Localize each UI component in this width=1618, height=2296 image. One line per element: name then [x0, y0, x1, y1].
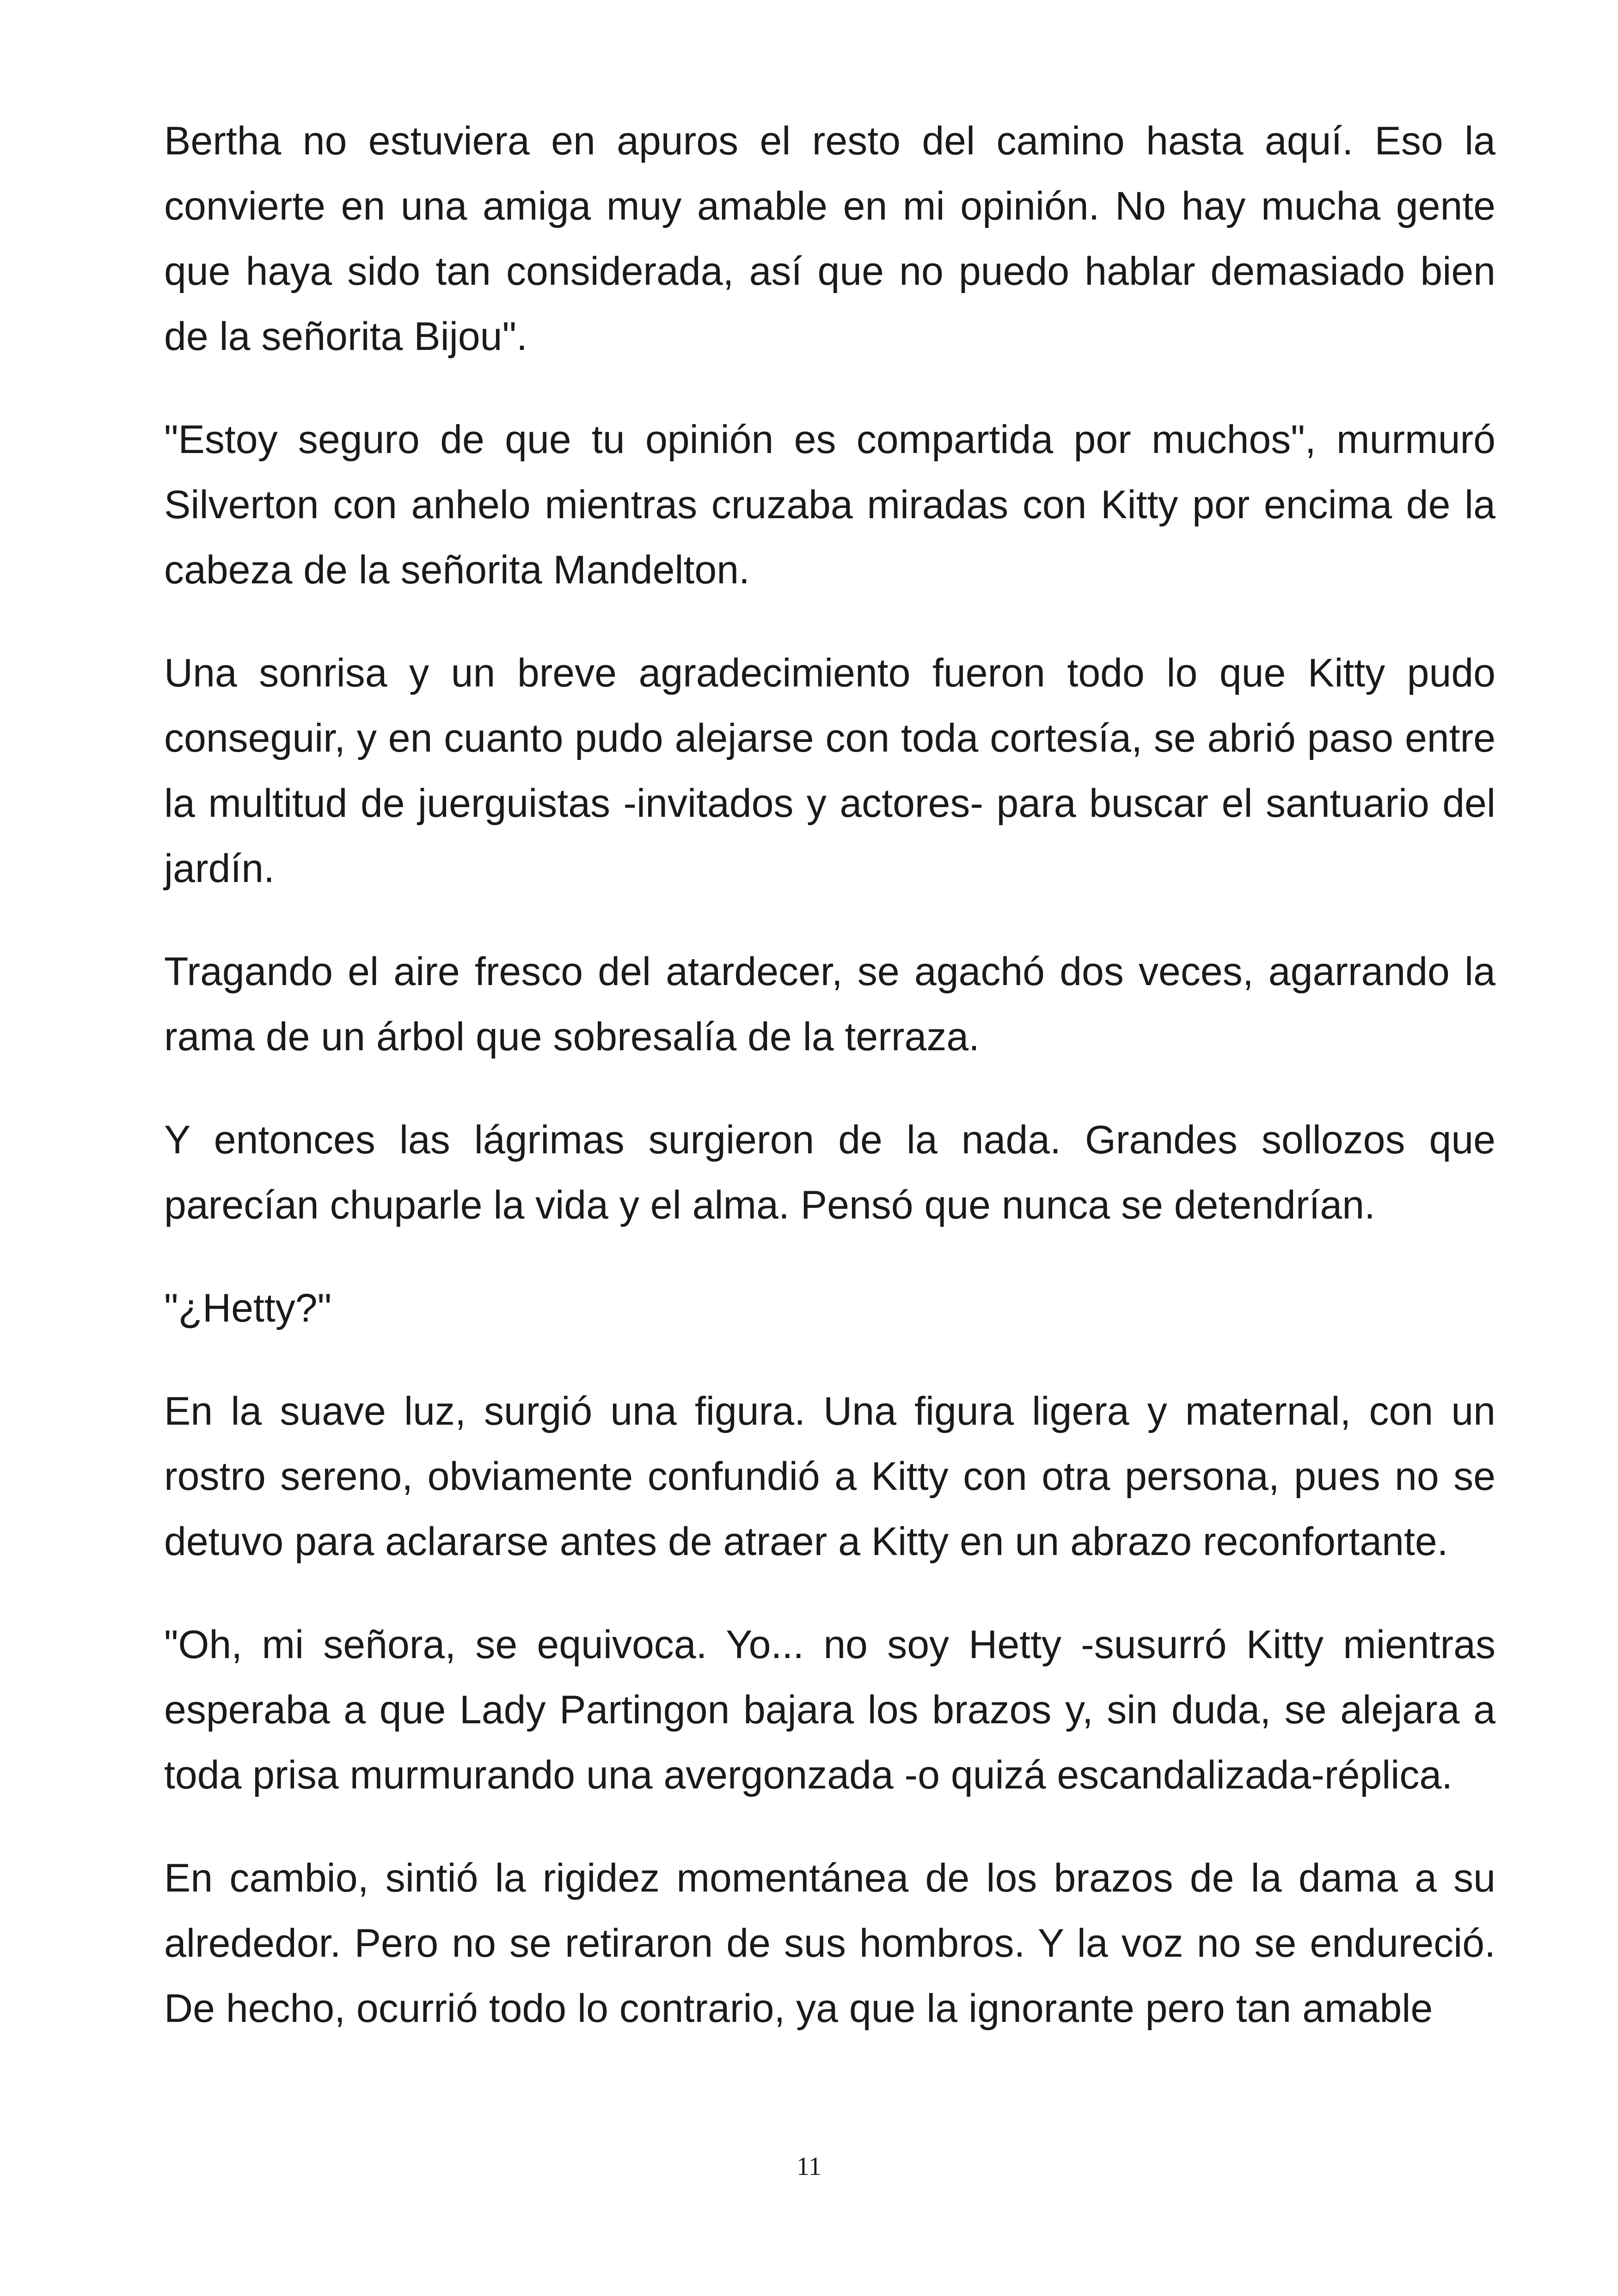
paragraph: Tragando el aire fresco del atardecer, se agachó dos veces, agarrando la rama de un árbol que sobresalía de la terraza.	[164, 949, 1495, 1059]
body-text	[164, 109, 1495, 2079]
paragraph: En cambio, sintió la rigidez momentánea de los brazos de la dama a su alrededor. Pero no se retiraron de sus hombros. Y la voz no se endureció. De hecho, ocurrió todo lo contrario, ya que la ignorante pero tan amable	[164, 1856, 1495, 2031]
page-number: 11	[797, 2152, 821, 2181]
paragraph: Una sonrisa y un breve agradecimiento fueron todo lo que Kitty pudo conseguir, y en cuanto pudo alejarse con toda cortesía, se abrió paso entre la multitud de juerguistas -invitados y actores- para buscar el santuario del jardín.	[164, 651, 1495, 891]
paragraph: "Oh, mi señora, se equivoca. Yo... no soy Hetty -susurró Kitty mientras esperaba a que Lady Partingon bajara los brazos y, sin duda, se alejara a toda prisa murmurando una avergonzada -o quizá escandalizada-réplica.	[164, 1623, 1495, 1797]
paragraph: "Estoy seguro de que tu opinión es compartida por muchos", murmuró Silverton con anhelo mientras cruzaba miradas con Kitty por encima de la cabeza de la señorita Mandelton.	[164, 417, 1495, 592]
paragraph: Y entonces las lágrimas surgieron de la nada. Grandes sollozos que parecían chuparle la vida y el alma. Pensó que nunca se detendrían.	[164, 1118, 1495, 1227]
paragraph: "¿Hetty?"	[164, 1286, 332, 1330]
paragraph: En la suave luz, surgió una figura. Una figura ligera y maternal, con un rostro sereno, obviamente confundió a Kitty con otra persona, pues no se detuvo para aclararse antes de atraer a Kitty en un abrazo reconfortante.	[164, 1389, 1495, 1564]
paragraph: Bertha no estuviera en apuros el resto del camino hasta aquí. Eso la convierte en una amiga muy amable en mi opinión. No hay mucha gente que haya sido tan considerada, así que no puedo hablar demasiado bien de la señorita Bijou".	[164, 119, 1495, 359]
